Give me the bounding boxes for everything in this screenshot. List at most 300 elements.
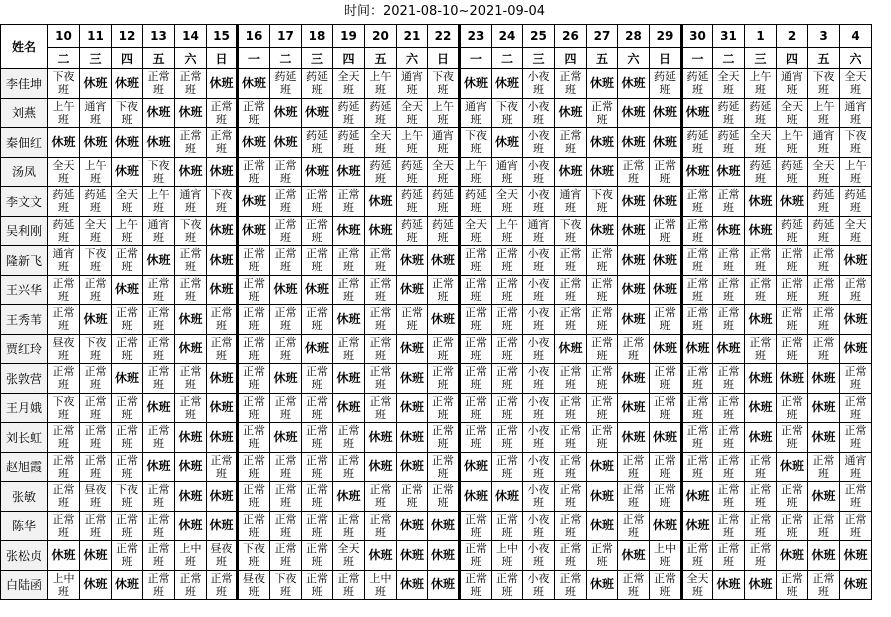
- employee-name-cell[interactable]: 李佳坤: [1, 69, 48, 99]
- shift-cell[interactable]: 休班: [777, 187, 808, 217]
- shift-cell[interactable]: 休班: [302, 334, 333, 364]
- shift-cell[interactable]: 通宵班: [523, 216, 555, 246]
- shift-cell[interactable]: 休班: [618, 541, 650, 571]
- shift-cell[interactable]: 全天班: [777, 98, 808, 128]
- shift-cell[interactable]: 正常班: [428, 393, 460, 423]
- shift-cell[interactable]: 休班: [587, 482, 618, 512]
- date-header-cell[interactable]: 29: [650, 25, 682, 48]
- shift-cell[interactable]: 正常班: [808, 305, 840, 335]
- shift-cell[interactable]: 休班: [618, 128, 650, 158]
- shift-cell[interactable]: 正常班: [492, 570, 523, 600]
- date-header-cell[interactable]: 24: [492, 25, 523, 48]
- date-header-cell[interactable]: 3: [808, 25, 840, 48]
- shift-cell[interactable]: 休班: [270, 275, 302, 305]
- shift-cell[interactable]: 正常班: [143, 511, 175, 541]
- shift-cell[interactable]: 休班: [365, 541, 397, 571]
- shift-cell[interactable]: 药延班: [80, 187, 112, 217]
- shift-cell[interactable]: 正常班: [682, 246, 713, 276]
- shift-cell[interactable]: 休班: [650, 423, 682, 453]
- shift-cell[interactable]: 休班: [302, 98, 333, 128]
- shift-cell[interactable]: 正常班: [745, 334, 777, 364]
- shift-cell[interactable]: 正常班: [175, 393, 207, 423]
- shift-cell[interactable]: 正常班: [650, 570, 682, 600]
- shift-cell[interactable]: 正常班: [112, 246, 143, 276]
- shift-cell[interactable]: 下夜班: [555, 216, 587, 246]
- shift-cell[interactable]: 正常班: [650, 157, 682, 187]
- shift-cell[interactable]: 休班: [143, 98, 175, 128]
- shift-cell[interactable]: 正常班: [840, 423, 872, 453]
- shift-cell[interactable]: 休班: [460, 482, 492, 512]
- shift-cell[interactable]: 休班: [587, 452, 618, 482]
- shift-cell[interactable]: 正常班: [650, 364, 682, 394]
- weekday-header-cell[interactable]: 一: [682, 48, 713, 69]
- shift-cell[interactable]: 正常班: [238, 393, 270, 423]
- shift-cell[interactable]: 下夜班: [428, 69, 460, 99]
- shift-cell[interactable]: 休班: [365, 452, 397, 482]
- shift-cell[interactable]: 上午班: [460, 157, 492, 187]
- shift-cell[interactable]: 休班: [618, 246, 650, 276]
- shift-cell[interactable]: 休班: [745, 393, 777, 423]
- shift-cell[interactable]: 正常班: [48, 511, 80, 541]
- shift-cell[interactable]: 休班: [587, 216, 618, 246]
- shift-cell[interactable]: 通宵班: [492, 157, 523, 187]
- shift-cell[interactable]: 小夜班: [523, 570, 555, 600]
- shift-cell[interactable]: 正常班: [840, 482, 872, 512]
- employee-name-cell[interactable]: 刘燕: [1, 98, 48, 128]
- shift-cell[interactable]: 正常班: [777, 305, 808, 335]
- employee-name-cell[interactable]: 汤凤: [1, 157, 48, 187]
- shift-cell[interactable]: 小夜班: [523, 98, 555, 128]
- shift-cell[interactable]: 正常班: [650, 393, 682, 423]
- shift-cell[interactable]: 正常班: [143, 69, 175, 99]
- shift-cell[interactable]: 休班: [80, 570, 112, 600]
- shift-cell[interactable]: 正常班: [618, 511, 650, 541]
- employee-name-cell[interactable]: 赵旭霞: [1, 452, 48, 482]
- shift-cell[interactable]: 全天班: [840, 216, 872, 246]
- shift-cell[interactable]: 下夜班: [175, 216, 207, 246]
- shift-cell[interactable]: 正常班: [555, 482, 587, 512]
- shift-cell[interactable]: 正常班: [207, 98, 238, 128]
- date-header-cell[interactable]: 21: [397, 25, 428, 48]
- shift-cell[interactable]: 休班: [143, 452, 175, 482]
- shift-cell[interactable]: 正常班: [682, 541, 713, 571]
- shift-cell[interactable]: 正常班: [618, 157, 650, 187]
- shift-cell[interactable]: 小夜班: [523, 128, 555, 158]
- shift-cell[interactable]: 通宵班: [48, 246, 80, 276]
- shift-cell[interactable]: 全天班: [428, 157, 460, 187]
- shift-cell[interactable]: 正常班: [302, 452, 333, 482]
- shift-cell[interactable]: 小夜班: [523, 393, 555, 423]
- shift-cell[interactable]: 下夜班: [80, 246, 112, 276]
- shift-cell[interactable]: 正常班: [618, 452, 650, 482]
- shift-cell[interactable]: 正常班: [808, 275, 840, 305]
- shift-cell[interactable]: 正常班: [270, 157, 302, 187]
- shift-cell[interactable]: 正常班: [270, 334, 302, 364]
- shift-cell[interactable]: 休班: [397, 275, 428, 305]
- shift-cell[interactable]: 通宵班: [555, 187, 587, 217]
- shift-cell[interactable]: 正常班: [713, 364, 745, 394]
- employee-name-cell[interactable]: 李文文: [1, 187, 48, 217]
- shift-cell[interactable]: 下夜班: [492, 98, 523, 128]
- date-header-cell[interactable]: 10: [48, 25, 80, 48]
- shift-cell[interactable]: 正常班: [555, 69, 587, 99]
- shift-cell[interactable]: 正常班: [492, 511, 523, 541]
- weekday-header-cell[interactable]: 一: [460, 48, 492, 69]
- shift-cell[interactable]: 药延班: [682, 128, 713, 158]
- shift-cell[interactable]: 正常班: [460, 364, 492, 394]
- shift-cell[interactable]: 正常班: [777, 275, 808, 305]
- weekday-header-cell[interactable]: 四: [555, 48, 587, 69]
- shift-cell[interactable]: 休班: [618, 275, 650, 305]
- shift-cell[interactable]: 药延班: [397, 216, 428, 246]
- shift-cell[interactable]: 正常班: [48, 305, 80, 335]
- shift-cell[interactable]: 正常班: [333, 423, 365, 453]
- shift-cell[interactable]: 休班: [555, 98, 587, 128]
- shift-cell[interactable]: 下夜班: [112, 98, 143, 128]
- shift-cell[interactable]: 昼夜班: [80, 482, 112, 512]
- employee-name-cell[interactable]: 陈华: [1, 511, 48, 541]
- shift-cell[interactable]: 休班: [650, 275, 682, 305]
- shift-cell[interactable]: 休班: [713, 334, 745, 364]
- shift-cell[interactable]: 休班: [840, 570, 872, 600]
- shift-cell[interactable]: 正常班: [207, 128, 238, 158]
- shift-cell[interactable]: 休班: [618, 364, 650, 394]
- shift-cell[interactable]: 正常班: [270, 511, 302, 541]
- shift-cell[interactable]: 正常班: [365, 334, 397, 364]
- shift-cell[interactable]: 上中班: [492, 541, 523, 571]
- weekday-header-cell[interactable]: 二: [492, 48, 523, 69]
- weekday-header-cell[interactable]: 三: [523, 48, 555, 69]
- shift-cell[interactable]: 休班: [682, 157, 713, 187]
- shift-cell[interactable]: 正常班: [238, 423, 270, 453]
- shift-cell[interactable]: 休班: [270, 128, 302, 158]
- weekday-header-cell[interactable]: 日: [428, 48, 460, 69]
- shift-cell[interactable]: 药延班: [333, 128, 365, 158]
- shift-cell[interactable]: 上午班: [808, 98, 840, 128]
- shift-cell[interactable]: 药延班: [333, 98, 365, 128]
- shift-cell[interactable]: 正常班: [777, 393, 808, 423]
- shift-cell[interactable]: 全天班: [333, 69, 365, 99]
- shift-cell[interactable]: 小夜班: [523, 452, 555, 482]
- shift-cell[interactable]: 正常班: [143, 423, 175, 453]
- shift-cell[interactable]: 上午班: [112, 216, 143, 246]
- name-column-header[interactable]: 姓名: [1, 25, 48, 69]
- shift-cell[interactable]: 正常班: [492, 393, 523, 423]
- date-header-cell[interactable]: 22: [428, 25, 460, 48]
- shift-cell[interactable]: 正常班: [460, 570, 492, 600]
- shift-cell[interactable]: 正常班: [555, 570, 587, 600]
- shift-cell[interactable]: 全天班: [333, 541, 365, 571]
- shift-cell[interactable]: 正常班: [143, 305, 175, 335]
- shift-cell[interactable]: 休班: [682, 511, 713, 541]
- shift-cell[interactable]: 上午班: [80, 157, 112, 187]
- shift-cell[interactable]: 休班: [840, 246, 872, 276]
- shift-cell[interactable]: 休班: [587, 570, 618, 600]
- shift-cell[interactable]: 药延班: [460, 187, 492, 217]
- shift-cell[interactable]: 休班: [333, 364, 365, 394]
- shift-cell[interactable]: 休班: [80, 541, 112, 571]
- shift-cell[interactable]: 正常班: [682, 364, 713, 394]
- employee-name-cell[interactable]: 秦佃红: [1, 128, 48, 158]
- shift-cell[interactable]: 全天班: [48, 157, 80, 187]
- shift-cell[interactable]: 正常班: [808, 334, 840, 364]
- shift-cell[interactable]: 下夜班: [840, 128, 872, 158]
- shift-cell[interactable]: 药延班: [48, 187, 80, 217]
- shift-cell[interactable]: 正常班: [175, 246, 207, 276]
- shift-cell[interactable]: 正常班: [492, 364, 523, 394]
- shift-cell[interactable]: 正常班: [112, 452, 143, 482]
- shift-cell[interactable]: 正常班: [302, 570, 333, 600]
- shift-cell[interactable]: 正常班: [80, 364, 112, 394]
- shift-cell[interactable]: 休班: [682, 482, 713, 512]
- shift-cell[interactable]: 正常班: [745, 541, 777, 571]
- shift-cell[interactable]: 通宵班: [777, 69, 808, 99]
- shift-cell[interactable]: 正常班: [270, 216, 302, 246]
- shift-cell[interactable]: 上午班: [840, 157, 872, 187]
- shift-cell[interactable]: 药延班: [302, 69, 333, 99]
- shift-cell[interactable]: 小夜班: [523, 305, 555, 335]
- shift-cell[interactable]: 药延班: [713, 128, 745, 158]
- shift-cell[interactable]: 昼夜班: [207, 541, 238, 571]
- weekday-header-cell[interactable]: 四: [777, 48, 808, 69]
- shift-cell[interactable]: 全天班: [492, 187, 523, 217]
- employee-name-cell[interactable]: 王月娥: [1, 393, 48, 423]
- date-header-cell[interactable]: 26: [555, 25, 587, 48]
- weekday-header-cell[interactable]: 六: [397, 48, 428, 69]
- shift-cell[interactable]: 正常班: [587, 246, 618, 276]
- date-header-cell[interactable]: 14: [175, 25, 207, 48]
- shift-cell[interactable]: 下夜班: [143, 157, 175, 187]
- shift-cell[interactable]: 休班: [840, 541, 872, 571]
- shift-cell[interactable]: 休班: [397, 511, 428, 541]
- shift-cell[interactable]: 全天班: [397, 98, 428, 128]
- shift-cell[interactable]: 正常班: [777, 570, 808, 600]
- shift-cell[interactable]: 正常班: [777, 334, 808, 364]
- shift-cell[interactable]: 正常班: [713, 452, 745, 482]
- shift-cell[interactable]: 休班: [618, 69, 650, 99]
- shift-cell[interactable]: 上午班: [777, 128, 808, 158]
- shift-cell[interactable]: 正常班: [428, 364, 460, 394]
- shift-cell[interactable]: 上中班: [650, 541, 682, 571]
- shift-cell[interactable]: 休班: [777, 541, 808, 571]
- shift-cell[interactable]: 正常班: [492, 334, 523, 364]
- shift-cell[interactable]: 正常班: [428, 452, 460, 482]
- shift-cell[interactable]: 休班: [80, 69, 112, 99]
- shift-cell[interactable]: 休班: [555, 334, 587, 364]
- shift-cell[interactable]: 休班: [650, 334, 682, 364]
- shift-cell[interactable]: 休班: [587, 128, 618, 158]
- shift-cell[interactable]: 正常班: [302, 511, 333, 541]
- shift-cell[interactable]: 正常班: [618, 334, 650, 364]
- shift-cell[interactable]: 正常班: [333, 452, 365, 482]
- shift-cell[interactable]: 正常班: [460, 541, 492, 571]
- shift-cell[interactable]: 正常班: [808, 570, 840, 600]
- shift-cell[interactable]: 休班: [397, 364, 428, 394]
- date-header-cell[interactable]: 17: [270, 25, 302, 48]
- shift-cell[interactable]: 通宵班: [80, 98, 112, 128]
- shift-cell[interactable]: 药延班: [745, 98, 777, 128]
- shift-cell[interactable]: 休班: [175, 98, 207, 128]
- shift-cell[interactable]: 上中班: [175, 541, 207, 571]
- employee-name-cell[interactable]: 贾红玲: [1, 334, 48, 364]
- shift-cell[interactable]: 小夜班: [523, 541, 555, 571]
- shift-cell[interactable]: 上午班: [143, 187, 175, 217]
- shift-cell[interactable]: 正常班: [713, 246, 745, 276]
- shift-cell[interactable]: 休班: [745, 305, 777, 335]
- shift-cell[interactable]: 正常班: [302, 393, 333, 423]
- shift-cell[interactable]: 正常班: [238, 246, 270, 276]
- shift-cell[interactable]: 正常班: [682, 187, 713, 217]
- shift-cell[interactable]: 休班: [808, 393, 840, 423]
- weekday-header-cell[interactable]: 三: [745, 48, 777, 69]
- date-header-cell[interactable]: 19: [333, 25, 365, 48]
- shift-cell[interactable]: 全天班: [840, 69, 872, 99]
- shift-cell[interactable]: 正常班: [682, 423, 713, 453]
- shift-cell[interactable]: 小夜班: [523, 69, 555, 99]
- shift-cell[interactable]: 休班: [745, 216, 777, 246]
- shift-cell[interactable]: 下夜班: [112, 482, 143, 512]
- shift-cell[interactable]: 休班: [207, 275, 238, 305]
- shift-cell[interactable]: 休班: [555, 157, 587, 187]
- shift-cell[interactable]: 休班: [618, 305, 650, 335]
- shift-cell[interactable]: 正常班: [302, 541, 333, 571]
- shift-cell[interactable]: 正常班: [397, 482, 428, 512]
- shift-cell[interactable]: 正常班: [460, 393, 492, 423]
- shift-cell[interactable]: 昼夜班: [48, 334, 80, 364]
- shift-cell[interactable]: 上午班: [492, 216, 523, 246]
- shift-cell[interactable]: 正常班: [840, 275, 872, 305]
- shift-cell[interactable]: 正常班: [175, 128, 207, 158]
- shift-cell[interactable]: 正常班: [492, 246, 523, 276]
- shift-cell[interactable]: 休班: [80, 305, 112, 335]
- shift-cell[interactable]: 药延班: [808, 216, 840, 246]
- shift-cell[interactable]: 休班: [112, 275, 143, 305]
- shift-cell[interactable]: 休班: [618, 98, 650, 128]
- shift-cell[interactable]: 正常班: [808, 246, 840, 276]
- shift-cell[interactable]: 正常班: [48, 275, 80, 305]
- shift-cell[interactable]: 药延班: [428, 216, 460, 246]
- shift-cell[interactable]: 正常班: [745, 275, 777, 305]
- shift-cell[interactable]: 通宵班: [397, 69, 428, 99]
- shift-cell[interactable]: 休班: [397, 246, 428, 276]
- shift-cell[interactable]: 正常班: [745, 511, 777, 541]
- shift-cell[interactable]: 休班: [650, 187, 682, 217]
- shift-cell[interactable]: 药延班: [397, 187, 428, 217]
- shift-cell[interactable]: 休班: [618, 187, 650, 217]
- shift-cell[interactable]: 休班: [808, 364, 840, 394]
- shift-cell[interactable]: 全天班: [682, 570, 713, 600]
- shift-cell[interactable]: 正常班: [143, 541, 175, 571]
- shift-cell[interactable]: 休班: [48, 541, 80, 571]
- shift-cell[interactable]: 正常班: [650, 452, 682, 482]
- shift-cell[interactable]: 正常班: [238, 482, 270, 512]
- shift-cell[interactable]: 正常班: [745, 482, 777, 512]
- shift-cell[interactable]: 正常班: [238, 452, 270, 482]
- shift-cell[interactable]: 正常班: [460, 275, 492, 305]
- shift-cell[interactable]: 药延班: [365, 98, 397, 128]
- shift-cell[interactable]: 正常班: [713, 511, 745, 541]
- shift-cell[interactable]: 休班: [808, 423, 840, 453]
- shift-cell[interactable]: 休班: [777, 452, 808, 482]
- shift-cell[interactable]: 正常班: [48, 482, 80, 512]
- shift-cell[interactable]: 正常班: [365, 305, 397, 335]
- shift-cell[interactable]: 下夜班: [270, 570, 302, 600]
- weekday-header-cell[interactable]: 六: [618, 48, 650, 69]
- shift-cell[interactable]: 休班: [207, 157, 238, 187]
- shift-cell[interactable]: 正常班: [302, 187, 333, 217]
- shift-cell[interactable]: 休班: [745, 364, 777, 394]
- shift-cell[interactable]: 正常班: [270, 452, 302, 482]
- shift-cell[interactable]: 下夜班: [80, 334, 112, 364]
- shift-cell[interactable]: 上午班: [745, 69, 777, 99]
- shift-cell[interactable]: 正常班: [555, 364, 587, 394]
- shift-cell[interactable]: 正常班: [207, 305, 238, 335]
- shift-cell[interactable]: 正常班: [238, 157, 270, 187]
- shift-cell[interactable]: 休班: [808, 482, 840, 512]
- shift-cell[interactable]: 休班: [397, 452, 428, 482]
- shift-cell[interactable]: 正常班: [460, 334, 492, 364]
- weekday-header-cell[interactable]: 一: [238, 48, 270, 69]
- weekday-header-cell[interactable]: 六: [175, 48, 207, 69]
- shift-cell[interactable]: 下夜班: [207, 187, 238, 217]
- shift-cell[interactable]: 药延班: [777, 157, 808, 187]
- shift-cell[interactable]: 正常班: [143, 482, 175, 512]
- shift-cell[interactable]: 药延班: [270, 69, 302, 99]
- shift-cell[interactable]: 下夜班: [238, 541, 270, 571]
- shift-cell[interactable]: 正常班: [365, 511, 397, 541]
- shift-cell[interactable]: 正常班: [555, 128, 587, 158]
- employee-name-cell[interactable]: 白陆函: [1, 570, 48, 600]
- shift-cell[interactable]: 休班: [618, 393, 650, 423]
- shift-cell[interactable]: 休班: [238, 69, 270, 99]
- employee-name-cell[interactable]: 张敏: [1, 482, 48, 512]
- shift-cell[interactable]: 正常班: [48, 423, 80, 453]
- shift-cell[interactable]: 正常班: [618, 570, 650, 600]
- shift-cell[interactable]: 正常班: [777, 246, 808, 276]
- shift-cell[interactable]: 正常班: [555, 275, 587, 305]
- shift-cell[interactable]: 正常班: [777, 482, 808, 512]
- shift-cell[interactable]: 正常班: [713, 541, 745, 571]
- shift-cell[interactable]: 正常班: [365, 482, 397, 512]
- shift-cell[interactable]: 上中班: [48, 570, 80, 600]
- date-header-cell[interactable]: 27: [587, 25, 618, 48]
- shift-cell[interactable]: 正常班: [650, 216, 682, 246]
- weekday-header-cell[interactable]: 二: [270, 48, 302, 69]
- shift-cell[interactable]: 休班: [428, 246, 460, 276]
- shift-cell[interactable]: 休班: [207, 246, 238, 276]
- shift-cell[interactable]: 正常班: [808, 511, 840, 541]
- shift-cell[interactable]: 休班: [207, 364, 238, 394]
- date-header-cell[interactable]: 2: [777, 25, 808, 48]
- weekday-header-cell[interactable]: 五: [143, 48, 175, 69]
- shift-cell[interactable]: 正常班: [682, 275, 713, 305]
- shift-cell[interactable]: 正常班: [270, 482, 302, 512]
- shift-cell[interactable]: 休班: [333, 157, 365, 187]
- shift-cell[interactable]: 休班: [840, 305, 872, 335]
- shift-cell[interactable]: 药延班: [365, 157, 397, 187]
- shift-cell[interactable]: 休班: [650, 128, 682, 158]
- shift-cell[interactable]: 正常班: [745, 452, 777, 482]
- shift-cell[interactable]: 正常班: [80, 275, 112, 305]
- shift-cell[interactable]: 正常班: [713, 275, 745, 305]
- shift-cell[interactable]: 药延班: [840, 187, 872, 217]
- shift-cell[interactable]: 上午班: [397, 128, 428, 158]
- shift-cell[interactable]: 正常班: [270, 187, 302, 217]
- shift-cell[interactable]: 休班: [650, 98, 682, 128]
- weekday-header-cell[interactable]: 三: [80, 48, 112, 69]
- shift-cell[interactable]: 正常班: [333, 334, 365, 364]
- shift-cell[interactable]: 休班: [365, 423, 397, 453]
